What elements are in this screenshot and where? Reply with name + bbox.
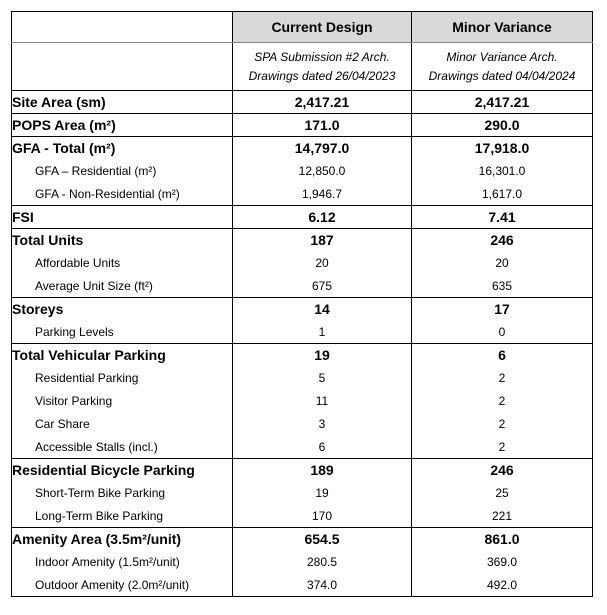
minor-indoor-amenity: 369.0 xyxy=(412,550,593,573)
subtitle-minor xyxy=(412,43,593,91)
minor-gfa-total: 17,918.0 xyxy=(412,137,593,160)
current-gfa-nonresidential: 1,946.7 xyxy=(233,182,412,206)
row-short-term-bike xyxy=(12,481,593,504)
label-outdoor-amenity: Outdoor Amenity (2.0m²/unit) xyxy=(12,573,233,597)
row-gfa-total xyxy=(12,137,593,160)
minor-average-unit-size: 635 xyxy=(412,274,593,298)
current-bicycle-parking: 189 xyxy=(233,459,412,482)
row-site-area xyxy=(12,91,593,114)
current-long-term-bike: 170 xyxy=(233,504,412,528)
minor-storeys: 17 xyxy=(412,298,593,321)
minor-gfa-residential: 16,301.0 xyxy=(412,159,593,182)
subtitle-current-line-1: SPA Submission #2 Arch. xyxy=(254,49,390,64)
row-pops-area xyxy=(12,114,593,137)
minor-residential-parking: 2 xyxy=(412,366,593,389)
current-outdoor-amenity: 374.0 xyxy=(233,573,412,597)
label-affordable-units: Affordable Units xyxy=(12,251,233,274)
label-car-share: Car Share xyxy=(12,412,233,435)
minor-long-term-bike: 221 xyxy=(412,504,593,528)
label-visitor-parking: Visitor Parking xyxy=(12,389,233,412)
current-affordable-units: 20 xyxy=(233,251,412,274)
row-gfa-residential xyxy=(12,159,593,182)
row-storeys xyxy=(12,298,593,321)
minor-site-area: 2,417.21 xyxy=(412,91,593,114)
row-accessible-stalls xyxy=(12,435,593,459)
row-bicycle-parking xyxy=(12,459,593,482)
row-indoor-amenity xyxy=(12,550,593,573)
minor-bicycle-parking: 246 xyxy=(412,459,593,482)
row-total-vehicular-parking xyxy=(12,344,593,367)
label-indoor-amenity: Indoor Amenity (1.5m²/unit) xyxy=(12,550,233,573)
subtitle-blank-cell xyxy=(12,43,233,91)
minor-accessible-stalls: 2 xyxy=(412,435,593,459)
minor-parking-levels: 0 xyxy=(412,320,593,344)
minor-gfa-nonresidential: 1,617.0 xyxy=(412,182,593,206)
row-residential-parking xyxy=(12,366,593,389)
current-total-vehicular-parking: 19 xyxy=(233,344,412,367)
current-indoor-amenity: 280.5 xyxy=(233,550,412,573)
label-gfa-total: GFA - Total (m²) xyxy=(12,137,233,160)
comparison-table xyxy=(11,11,593,597)
minor-outdoor-amenity: 492.0 xyxy=(412,573,593,597)
label-gfa-nonresidential: GFA - Non-Residential (m²) xyxy=(12,182,233,206)
label-storeys: Storeys xyxy=(12,298,233,321)
subtitle-minor-line-1: Minor Variance Arch. xyxy=(446,49,558,64)
row-long-term-bike xyxy=(12,504,593,528)
current-pops-area: 171.0 xyxy=(233,114,412,137)
minor-car-share: 2 xyxy=(412,412,593,435)
row-total-units xyxy=(12,229,593,252)
subtitle-current-line-2: Drawings dated 26/04/2023 xyxy=(248,68,396,83)
minor-affordable-units: 20 xyxy=(412,251,593,274)
row-parking-levels xyxy=(12,320,593,344)
label-pops-area: POPS Area (m²) xyxy=(12,114,233,137)
current-total-units: 187 xyxy=(233,229,412,252)
label-accessible-stalls: Accessible Stalls (incl.) xyxy=(12,435,233,459)
label-short-term-bike: Short-Term Bike Parking xyxy=(12,481,233,504)
header-subtitle-row xyxy=(12,43,593,91)
header-blank-cell xyxy=(12,12,233,43)
label-fsi: FSI xyxy=(12,206,233,229)
minor-amenity-area: 861.0 xyxy=(412,528,593,551)
header-current-design: Current Design xyxy=(233,12,412,43)
current-car-share: 3 xyxy=(233,412,412,435)
header-row xyxy=(12,12,593,43)
label-total-vehicular-parking: Total Vehicular Parking xyxy=(12,344,233,367)
label-total-units: Total Units xyxy=(12,229,233,252)
minor-total-vehicular-parking: 6 xyxy=(412,344,593,367)
label-average-unit-size: Average Unit Size (ft²) xyxy=(12,274,233,298)
row-fsi xyxy=(12,206,593,229)
row-amenity-area xyxy=(12,528,593,551)
label-gfa-residential: GFA – Residential (m²) xyxy=(12,159,233,182)
current-accessible-stalls: 6 xyxy=(233,435,412,459)
label-residential-parking: Residential Parking xyxy=(12,366,233,389)
current-residential-parking: 5 xyxy=(233,366,412,389)
current-gfa-total: 14,797.0 xyxy=(233,137,412,160)
row-affordable-units xyxy=(12,251,593,274)
current-parking-levels: 1 xyxy=(233,320,412,344)
header-minor-variance: Minor Variance xyxy=(412,12,593,43)
current-amenity-area: 654.5 xyxy=(233,528,412,551)
current-average-unit-size: 675 xyxy=(233,274,412,298)
label-parking-levels: Parking Levels xyxy=(12,320,233,344)
label-site-area: Site Area (sm) xyxy=(12,91,233,114)
current-short-term-bike: 19 xyxy=(233,481,412,504)
row-average-unit-size xyxy=(12,274,593,298)
label-long-term-bike: Long-Term Bike Parking xyxy=(12,504,233,528)
minor-pops-area: 290.0 xyxy=(412,114,593,137)
row-car-share xyxy=(12,412,593,435)
current-storeys: 14 xyxy=(233,298,412,321)
current-fsi: 6.12 xyxy=(233,206,412,229)
subtitle-minor-line-2: Drawings dated 04/04/2024 xyxy=(428,68,576,83)
subtitle-current xyxy=(233,43,412,91)
current-site-area: 2,417.21 xyxy=(233,91,412,114)
row-gfa-nonresidential xyxy=(12,182,593,206)
row-visitor-parking xyxy=(12,389,593,412)
row-outdoor-amenity xyxy=(12,573,593,597)
minor-short-term-bike: 25 xyxy=(412,481,593,504)
minor-visitor-parking: 2 xyxy=(412,389,593,412)
label-bicycle-parking: Residential Bicycle Parking xyxy=(12,459,233,482)
minor-fsi: 7.41 xyxy=(412,206,593,229)
current-gfa-residential: 12,850.0 xyxy=(233,159,412,182)
current-visitor-parking: 11 xyxy=(233,389,412,412)
minor-total-units: 246 xyxy=(412,229,593,252)
label-amenity-area: Amenity Area (3.5m²/unit) xyxy=(12,528,233,551)
